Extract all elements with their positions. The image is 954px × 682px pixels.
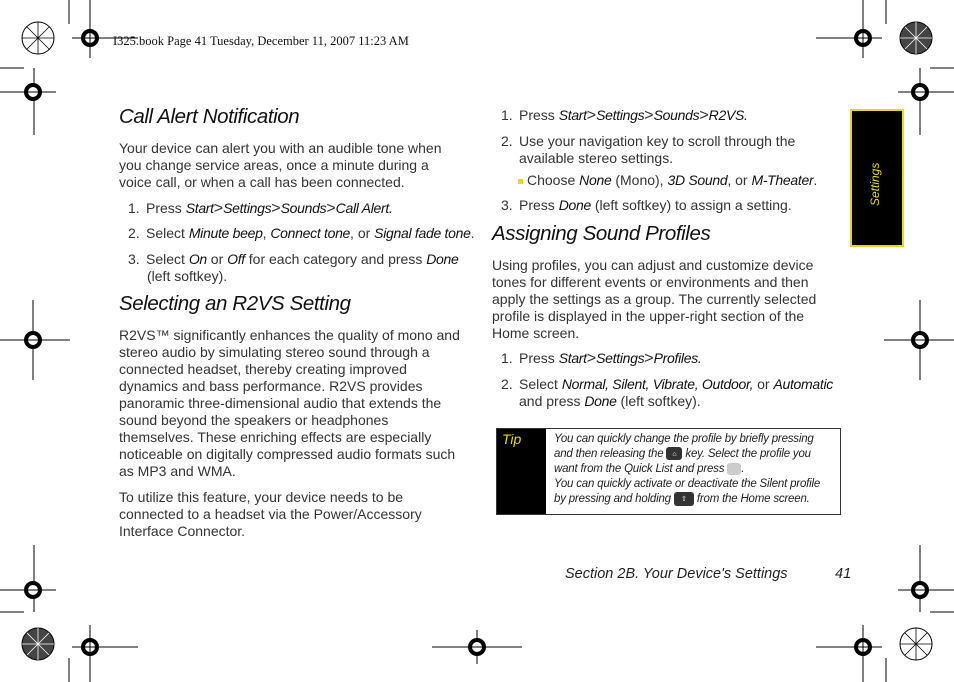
tip-box xyxy=(496,428,841,515)
r2vs-heading: Selecting an R2VS Setting xyxy=(119,292,351,315)
r2vs-description: R2VS™ significantly enhances the quality of mono and stereo audio by simulating stereo sound through a connected headset, thereby creating improved dynamics and bass performance. R2VS provides panoramic three-dimensional audio that extends the sound beyond the speakers or headphones themselves. These enriching effects are especially noticeable on digitally compressed audio formats such as MP3 and WMA. xyxy=(119,327,460,479)
section-tab xyxy=(850,109,904,247)
call-alert-heading: Call Alert Notification xyxy=(119,105,300,128)
home-key-icon: ⌂ xyxy=(666,447,682,460)
tip-label: Tip xyxy=(502,431,522,447)
print-header: I325.book Page 41 Tuesday, December 11, 2007 11:23 AM xyxy=(113,34,409,48)
r2vs-connection-note: To utilize this feature, your device needs to be connected to a headset via the Power/Accessory Interface Connector. xyxy=(119,489,422,539)
shift-key-icon: ⇧ xyxy=(674,492,694,506)
profiles-step-1: 1. Press Start>Settings>Profiles. xyxy=(501,350,702,367)
tip-text: You can quickly change the profile by briefly pressing and then releasing the ⌂ key. Select the profile you want from the Quick List and press . You can quickly activate or deactivate the Silent profile by pressing and holding ⇧ from the Home screen. xyxy=(554,433,821,506)
call-alert-intro: Your device can alert you with an audible tone when you change service areas, once a minute during a voice call, or when a call has been connected. xyxy=(119,140,442,190)
call-alert-step-3: 3. Select On or Off for each category and press Done (left softkey). xyxy=(128,251,459,284)
bullet-icon xyxy=(518,179,523,184)
r2vs-step-3: 3. Press Done (left softkey) to assign a setting. xyxy=(501,197,792,213)
section-tab-label: Settings xyxy=(868,162,882,206)
footer-section-title: Section 2B. Your Device's Settings xyxy=(565,566,788,582)
call-alert-step-2: 2. Select Minute beep, Connect tone, or Signal fade tone. xyxy=(128,225,475,241)
profiles-heading: Assigning Sound Profiles xyxy=(492,222,711,245)
page-number: 41 xyxy=(835,566,852,582)
profiles-description: Using profiles, you can adjust and customize device tones for different events or environments and then apply the settings as a group. The currently selected profile is displayed in the upper-right section of the Home screen. xyxy=(492,257,817,341)
ok-key-icon xyxy=(727,463,741,475)
r2vs-options-bullet: Choose None (Mono), 3D Sound, or M-Theater. xyxy=(518,172,817,189)
profiles-step-2: 2. Select Normal, Silent, Vibrate, Outdoor, or Automatic and press Done (left softkey). xyxy=(501,376,833,409)
call-alert-step-1: 1. Press Start>Settings>Sounds>Call Alert. xyxy=(128,200,393,217)
tip-label-column xyxy=(497,429,546,514)
r2vs-step-2: 2. Use your navigation key to scroll through the available stereo settings. xyxy=(501,133,796,166)
r2vs-step-1: 1. Press Start>Settings>Sounds>R2VS. xyxy=(501,107,748,124)
